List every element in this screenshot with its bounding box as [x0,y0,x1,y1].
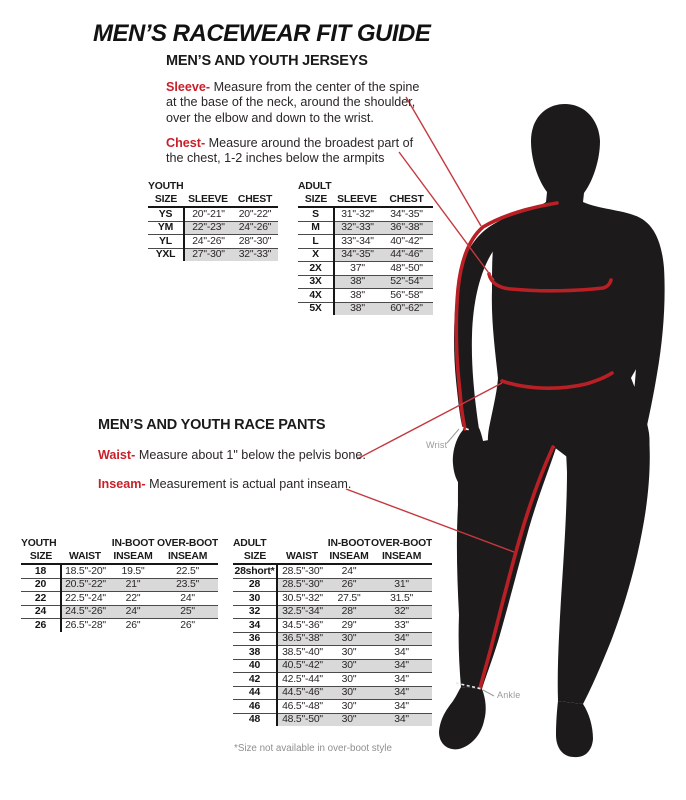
value-cell: 40"-42" [380,235,433,249]
value-cell: 34" [371,700,432,714]
table-group-row [233,537,432,550]
value-cell: 34" [371,646,432,660]
value-cell: 33" [371,619,432,633]
value-cell: 22.5" [157,564,218,578]
size-cell: L [298,235,334,249]
value-cell: 44"-46" [380,248,433,262]
value-cell: 34.5"-36" [277,619,327,633]
value-cell: 38" [334,302,380,315]
column-header: WAIST [61,550,109,564]
value-cell: 28.5"-30" [277,564,327,578]
table-row [233,578,432,592]
size-cell: 20 [21,578,61,592]
value-cell: 48"-50" [380,262,433,276]
value-cell: 42.5"-44" [277,673,327,687]
size-cell: YM [148,221,184,235]
table-header-row [21,550,218,564]
column-header: OVER-BOOT [371,538,433,549]
value-cell: 31.5" [371,592,432,606]
value-cell: 34" [371,632,432,646]
column-header: INSEAM [371,550,432,564]
column-header: CHEST [380,193,433,207]
value-cell: 24.5"-26" [61,605,109,619]
column-header: SIZE [298,193,334,207]
table-group-row [21,537,218,550]
value-cell: 28"-30" [232,235,278,249]
jerseys-section-heading: MEN’S AND YOUTH JERSEYS [166,53,368,69]
table-row [233,605,432,619]
youth-jersey-table [148,180,278,261]
value-cell: 19.5" [109,564,157,578]
table-header-row [148,193,278,207]
value-cell: 28" [327,605,371,619]
size-cell: 48 [233,713,277,726]
value-cell: 60"-62" [380,302,433,315]
value-cell: 38" [334,275,380,289]
table-row [298,302,433,315]
column-header: SIZE [21,550,61,564]
size-cell: 24 [21,605,61,619]
table-row [233,632,432,646]
pants-section-heading: MEN’S AND YOUTH RACE PANTS [98,417,326,433]
sleeve-label: Sleeve- [166,80,211,94]
size-cell: 2X [298,262,334,276]
value-cell: 25" [157,605,218,619]
value-cell: 22" [109,592,157,606]
table-group-row [298,180,433,193]
value-cell [371,564,432,578]
table-row [148,207,278,221]
inseam-instruction [98,477,428,492]
table-row [298,262,433,276]
adult-group-label: ADULT [298,181,332,192]
table-row [298,207,433,221]
column-header: INSEAM [109,550,157,564]
table-row [148,235,278,249]
adult-pants-table [233,537,432,726]
page-title: MEN’S RACEWEAR FIT GUIDE [93,20,431,47]
size-cell: 3X [298,275,334,289]
value-cell: 24" [327,564,371,578]
size-cell: 40 [233,659,277,673]
column-header: CHEST [232,193,278,207]
table-row [233,659,432,673]
size-cell: 18 [21,564,61,578]
column-header [277,537,327,550]
size-cell: M [298,221,334,235]
column-header: INSEAM [327,550,371,564]
value-cell: 20"-22" [232,207,278,221]
value-cell: 34" [371,713,432,726]
value-cell: 21" [109,578,157,592]
column-header: SLEEVE [184,193,232,207]
column-header [61,537,109,550]
adult-group-label: ADULT [233,538,267,549]
inseam-text: Measurement is actual pant inseam. [145,477,352,491]
column-header: INSEAM [157,550,218,564]
table-header-row [298,193,433,207]
table-header-row [233,550,432,564]
value-cell: 30" [327,700,371,714]
size-cell: 5X [298,302,334,315]
size-cell: 28short* [233,564,277,578]
adult-jersey-table [298,180,433,315]
youth-group-label: YOUTH [21,538,57,549]
wrist-label: Wrist [426,440,448,450]
table-row [233,592,432,606]
youth-pants-table [21,537,218,632]
value-cell: 24"-26" [232,221,278,235]
table-row [21,592,218,606]
value-cell: 38" [334,289,380,303]
value-cell: 26.5"-28" [65,619,106,631]
value-cell: 31"-32" [334,207,380,221]
table-row [233,700,432,714]
sleeve-instruction [166,80,428,126]
table-row [21,619,218,632]
table-row [233,713,432,726]
size-cell: X [298,248,334,262]
value-cell: 32.5"-34" [277,605,327,619]
value-cell: 32"-33" [232,248,278,261]
table-row [21,605,218,619]
column-header: OVER-BOOT [157,538,219,549]
value-cell: 32"-33" [334,221,380,235]
value-cell: 40.5"-42" [277,659,327,673]
value-cell: 18.5"-20" [61,564,109,578]
value-cell: 30" [327,686,371,700]
column-header: SIZE [148,193,184,207]
table-row [233,564,432,578]
size-cell: S [298,207,334,221]
size-cell: 26 [21,619,61,632]
value-cell: 52"-54" [380,275,433,289]
column-header: SLEEVE [334,193,380,207]
value-cell: 23.5" [157,578,218,592]
table-row [298,275,433,289]
value-cell: 30.5"-32" [277,592,327,606]
size-cell: 28 [233,578,277,592]
waist-instruction [98,448,428,463]
table-row [233,686,432,700]
size-cell: 46 [233,700,277,714]
value-cell: 34"-35" [380,207,433,221]
size-cell: 38 [233,646,277,660]
column-header: IN-BOOT [327,538,371,549]
table-row [233,619,432,633]
table-row [298,289,433,303]
size-cell: YS [148,207,184,221]
value-cell: 24"-26" [184,235,232,249]
youth-group-label: YOUTH [148,181,184,192]
chest-instruction [166,136,418,167]
table-row [233,673,432,687]
value-cell: 34" [371,686,432,700]
column-header: WAIST [277,550,327,564]
value-cell: 29" [327,619,371,633]
value-cell: 34" [371,673,432,687]
sleeve-text: Measure from the center of the spine at the base of the neck, around the shoulder, over the elbow and down to the wrist. [166,80,420,125]
value-cell: 20.5"-22" [61,578,109,592]
chest-label: Chest- [166,136,206,150]
value-cell: 44.5"-46" [277,686,327,700]
value-cell: 30" [327,659,371,673]
value-cell: 30" [327,713,371,726]
value-cell: 38.5"-40" [277,646,327,660]
value-cell: 26" [180,619,195,631]
value-cell: 30" [327,646,371,660]
table-group-row [148,180,278,193]
size-cell: YL [148,235,184,249]
inseam-label: Inseam- [98,477,146,491]
value-cell: 22.5"-24" [61,592,109,606]
size-cell: 4X [298,289,334,303]
table-row [148,248,278,261]
table-row [21,578,218,592]
waist-label: Waist- [98,448,136,462]
table-row [21,564,218,578]
size-cell: 34 [233,619,277,633]
value-cell: 26" [125,619,141,631]
value-cell: 36.5"-38" [277,632,327,646]
value-cell: 27"-30" [184,248,232,261]
size-cell: YXL [148,248,184,261]
size-cell: 44 [233,686,277,700]
value-cell: 34"-35" [334,248,380,262]
value-cell: 26" [327,578,371,592]
value-cell: 31" [371,578,432,592]
table-row [148,221,278,235]
value-cell: 48.5"-50" [277,713,327,726]
column-header: IN-BOOT [111,538,155,549]
size-cell: 30 [233,592,277,606]
value-cell: 30" [327,673,371,687]
value-cell: 36"-38" [380,221,433,235]
value-cell: 28.5"-30" [277,578,327,592]
value-cell: 33"-34" [334,235,380,249]
value-cell: 34" [371,659,432,673]
value-cell: 37" [334,262,380,276]
value-cell: 32" [371,605,432,619]
table-row [298,248,433,262]
waist-text: Measure about 1" below the pelvis bone. [135,448,366,462]
value-cell: 46.5"-48" [277,700,327,714]
value-cell: 24" [157,592,218,606]
value-cell: 30" [327,632,371,646]
chest-text: Measure around the broadest part of the chest, 1-2 inches below the armpits [166,136,414,166]
size-cell: 42 [233,673,277,687]
column-header: SIZE [233,550,277,564]
size-cell: 36 [233,632,277,646]
size-cell: 32 [233,605,277,619]
table-row [298,221,433,235]
table-row [298,235,433,249]
value-cell: 27.5" [327,592,371,606]
table-row [233,646,432,660]
value-cell: 24" [109,605,157,619]
size-cell: 22 [21,592,61,606]
size-footnote: *Size not available in over-boot style [234,743,392,754]
value-cell: 22"-23" [184,221,232,235]
value-cell: 20"-21" [184,207,232,221]
ankle-label: Ankle [497,690,521,700]
value-cell: 56"-58" [380,289,433,303]
